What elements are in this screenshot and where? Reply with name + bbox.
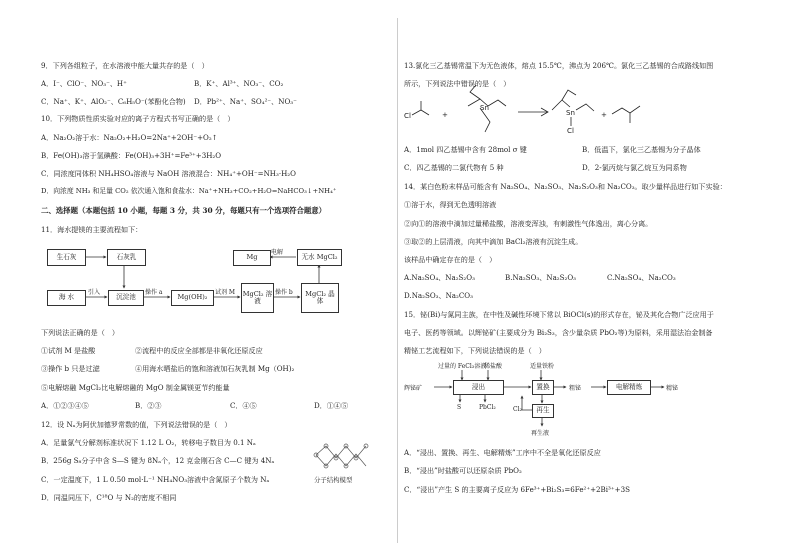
q14-option-d: D.Na₂SO₃、Na₂CO₃ — [404, 291, 473, 300]
q14-step-3: ③取②的上层清液，向其中滴加 BaCl₂溶液有沉淀生成。 — [404, 237, 583, 246]
flow-electrolysis-label: 电解 — [271, 249, 284, 256]
flow-reagent-m-label: 试剂 M — [215, 289, 236, 296]
flow-mg-hydroxide: Mg(OH)₂ — [171, 290, 214, 306]
q14-option-c: C.Na₂SO₄、Na₂CO₃ — [607, 273, 676, 282]
q12-option-a: A．足量氯气分解剂标准状况下 1.12 L O₂，转移电子数目为 0.1 Nₐ — [41, 438, 256, 447]
q15-flow-dilute-hcl: 稀盐酸 — [484, 363, 503, 370]
q15-flow-regenerated-liquid: 再生液 — [531, 430, 550, 437]
q15-flow-iron-powder: 适量铁粉 — [530, 363, 555, 370]
flow-seawater: 海 水 — [47, 290, 86, 306]
q9-option-d: D．Pb²⁺、Na⁺、SO₄²⁻、NO₃⁻ — [194, 97, 297, 106]
q15-stem-line3: 精铋工艺流程如下，下列说法错误的是（ ） — [404, 346, 546, 355]
q14-option-b: B.Na₂SO₃、Na₂S₂O₃ — [505, 273, 577, 282]
q10-option-c: C．同浓度同体积 NH₄HSO₄溶液与 NaOH 溶液混合：NH₄⁺+OH⁻=NH₃·H₂O — [41, 169, 296, 178]
q15-flow-sulfur: S — [457, 404, 462, 411]
flow-mgcl2-solution: MgCl₂ 溶 液 — [241, 283, 274, 313]
q11-statement-3: ③操作 b 只是过滤 — [41, 364, 100, 373]
flow-operation-a-label: 操作 a — [145, 289, 163, 296]
q11-statement-5: ⑤电解熔融 MgCl₂比电解熔融的 MgO 制金属镁更节约能量 — [41, 383, 230, 392]
q13-option-b: B．低温下，氯化三乙基锡为分子晶体 — [582, 145, 701, 154]
flow-magnesium: Mg — [233, 250, 271, 266]
q15-flow-regenerate: 再生 — [532, 404, 554, 418]
q12-option-c: C．一定温度下，1 L 0.50 mol·L⁻¹ NH₄NO₃溶液中含氮原子个数为 Nₐ — [41, 475, 270, 484]
q13-stem-line1: 13.氯化三乙基锡常温下为无色液体，熔点 15.5℃，沸点为 206℃。氯化三乙基锡的合成路线如图 — [404, 61, 714, 70]
q15-stem-line2: 电子、医药等领域。以辉铋矿(主要成分为 Bi₂S₃，含少量杂质 PbO₂等)为原料，采用湿法冶金制备 — [404, 328, 713, 337]
flow-settling-tank: 沉淀池 — [108, 290, 144, 306]
q15-flow-crude-bi: 粗铋 — [569, 385, 582, 392]
flow-mgcl2-crystal: MgCl₂ 晶 体 — [301, 283, 339, 313]
q10-option-d: D．向浓度 NH₃ 和足量 CO₂ 依次通入饱和食盐水：Na⁺+NH₃+CO₂+H₂O=NaHCO₃↓+NH₄⁺ — [41, 187, 337, 195]
q15-flow-replace: 置换 — [532, 380, 554, 395]
q11-statement-2: ②流程中的反应全部都是非氧化还原反应 — [135, 346, 263, 355]
q13-plus-2: + — [601, 110, 607, 119]
flow-quicklime: 生石灰 — [47, 249, 86, 266]
flow-operation-b-label: 操作 b — [275, 289, 293, 296]
q15-option-b: B．“浸出”时盐酸可以还原杂质 PbO₂ — [404, 466, 522, 475]
q13-option-d: D．2-氯丙烷与氯乙烷互为同系物 — [582, 163, 687, 172]
q15-flow-fecl3: 过量的 FeCl₃溶液 — [438, 363, 487, 370]
q15-flow-ore: 辉铋矿 — [404, 385, 423, 392]
q11-option-a: A．①②③④⑤ — [41, 401, 89, 410]
q12-option-d: D．同温同压下，C¹⁸O 与 N₂的密度不相同 — [41, 493, 177, 502]
q10-stem: 10．下列物质性质实验对应的离子方程式书写正确的是（ ） — [41, 114, 235, 123]
q9-stem: 9．下列各组粒子，在水溶液中能大量共存的是（ ） — [41, 61, 209, 70]
q11-option-c: C．④⑤ — [230, 401, 257, 410]
q11-statement-4: ④用海水晒盐后的饱和溶液加石灰乳制 Mg（OH)₂ — [135, 364, 295, 373]
q15-flow-fine-bi: 精铋 — [666, 385, 679, 392]
flow-introduce-label: 引入 — [88, 289, 101, 296]
q15-flow-cl2: Cl₂ — [513, 406, 522, 413]
flow-lime-milk: 石灰乳 — [107, 249, 146, 266]
q15-option-a: A．“浸出、置换、再生、电解精炼”工序中不全是氧化还原反应 — [404, 448, 601, 457]
q11-question: 下列说法正确的是（ ） — [41, 328, 120, 337]
q13-reactant-sn: Sn — [480, 103, 489, 112]
q11-stem: 11．海水提镁的主要流程如下： — [41, 225, 143, 234]
s8-model-caption: 分子结构模型 — [314, 476, 353, 484]
q14-step-1: ①溶于水，得到无色透明溶液 — [404, 200, 497, 209]
q11-option-d: D．①④⑤ — [314, 401, 349, 410]
q15-flow-pbcl2: PbCl₂ — [479, 404, 496, 411]
q14-question: 该样品中确定存在的是（ ） — [404, 255, 497, 264]
q12-option-b: B．256g S₈分子中含 S—S 键为 8Nₐ个，12 克金刚石含 C—C 键为 4Nₐ — [41, 456, 275, 465]
q14-step-2: ②向①的溶液中滴加过量稀盐酸，溶液变浑浊，有刺激性气体逸出，离心分离。 — [404, 219, 653, 228]
q13-product-cl: Cl — [567, 126, 574, 135]
q15-flow-refine: 电解精炼 — [607, 380, 651, 395]
q9-option-c: C．Na⁺、K⁺、AlO₂⁻、C₆H₅O⁻(苯酚化合物) — [41, 97, 186, 106]
q13-product-sn: Sn — [566, 108, 575, 117]
q13-stem-line2: 所示，下列说法中错误的是（ ） — [404, 79, 511, 88]
q12-stem: 12．设 Nₐ为阿伏加德罗常数的值，下列说法错误的是（ ） — [41, 420, 232, 429]
q13-option-a: A．1mol 四乙基锡中含有 28mol σ 键 — [404, 145, 527, 154]
q10-option-a: A．Na₂O₂溶于水：Na₂O₂+H₂O=2Na⁺+2OH⁻+O₂↑ — [41, 133, 218, 142]
q13-option-c: C．四乙基锡的二氯代物有 5 种 — [404, 163, 504, 172]
q9-option-a: A．I⁻、ClO⁻、NO₃⁻、H⁺ — [41, 79, 127, 88]
q15-option-c: C．“浸出”产生 S 的主要离子反应为 6Fe³⁺+Bi₂S₃=6Fe²⁺+2Bi³⁺+3S — [404, 485, 630, 494]
q9-option-b: B．K⁺、Al³⁺、NO₃⁻、CO₂ — [194, 79, 284, 88]
q13-plus-1: + — [442, 110, 448, 119]
q15-stem-line1: 15．铋(Bi)与氮同主族，在中性及碱性环境下常以 BiOCl(s)的形式存在，铋及其化合物广泛应用于 — [404, 310, 714, 319]
q11-option-b: B．②③ — [135, 401, 162, 410]
section-2-heading: 二、选择题（本题包括 10 小题，每题 3 分，共 30 分，每题只有一个选项符合题意） — [41, 206, 327, 215]
q14-stem: 14．某白色粉末样品可能含有 Na₂SO₄、Na₂SO₃、Na₂S₂O₃和 Na₂CO₃。取少量样品进行如下实验： — [404, 182, 727, 191]
q14-option-a: A.Na₂SO₄、Na₂S₂O₃ — [404, 273, 475, 282]
q15-flow-leach: 浸出 — [453, 380, 504, 395]
q13-reactant-cl: Cl — [404, 111, 411, 120]
q11-statement-1: ①试剂 M 是盐酸 — [41, 346, 96, 355]
flow-anhydrous-mgcl2: 无水 MgCl₂ — [297, 249, 342, 266]
q10-option-b: B．Fe(OH)₃溶于氢碘酸：Fe(OH)₃+3H⁺=Fe³⁺+3H₂O — [41, 151, 222, 160]
